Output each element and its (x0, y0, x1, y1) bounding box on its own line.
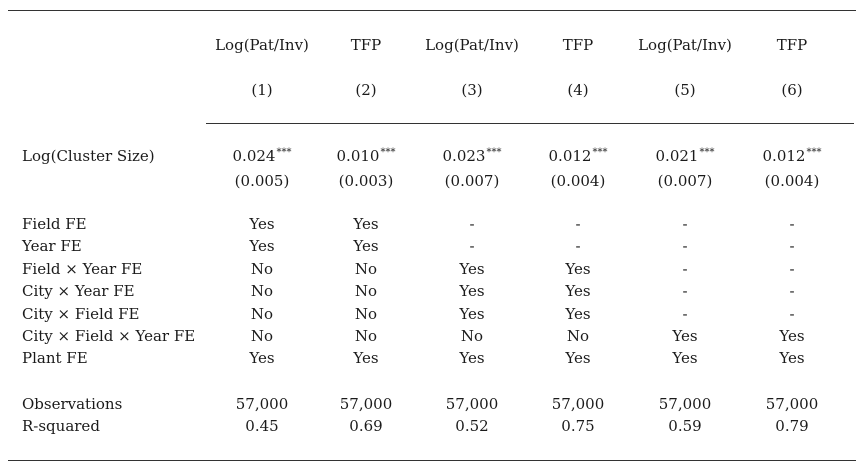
fixed-effect-indicator: Yes (353, 349, 379, 367)
coefficient-cell (737, 147, 847, 165)
column-number: (5) (674, 81, 696, 99)
significance-stars: *** (592, 147, 608, 158)
fixed-effect-indicator: - (469, 237, 475, 255)
fixed-effect-indicator: No (354, 327, 378, 345)
row-label-fixed-effect: City × Year FE (22, 282, 135, 300)
row-label-fixed-effect: Field × Year FE (22, 260, 143, 278)
fixed-effect-indicator: Yes (249, 215, 275, 233)
column-number: (2) (355, 81, 377, 99)
column-header: Log(Pat/Inv) (425, 36, 519, 54)
row-label-statistic: R-squared (22, 417, 100, 435)
fixed-effect-indicator: - (575, 215, 581, 233)
statistic-value: 57,000 (235, 395, 289, 413)
row-label-fixed-effect: Field FE (22, 215, 87, 233)
fixed-effect-indicator: Yes (459, 260, 485, 278)
fixed-effect-indicator: No (354, 305, 378, 323)
significance-stars: *** (806, 147, 822, 158)
fixed-effect-indicator: Yes (565, 349, 591, 367)
coefficient-estimate: 0.012 (762, 147, 806, 165)
coefficient-estimate: 0.012 (548, 147, 592, 165)
fixed-effect-indicator: - (682, 260, 688, 278)
statistic-value: 57,000 (551, 395, 605, 413)
fixed-effect-indicator: No (250, 327, 274, 345)
standard-error: (0.007) (657, 172, 713, 190)
significance-stars: *** (699, 147, 715, 158)
statistic-value: 0.59 (668, 417, 702, 435)
fixed-effect-indicator: Yes (249, 237, 275, 255)
fixed-effect-indicator: Yes (353, 215, 379, 233)
fixed-effect-indicator: Yes (249, 349, 275, 367)
significance-stars: *** (486, 147, 502, 158)
fixed-effect-indicator: Yes (672, 327, 698, 345)
statistic-value: 57,000 (765, 395, 819, 413)
column-header: Log(Pat/Inv) (215, 36, 309, 54)
row-label-fixed-effect: City × Field FE (22, 305, 140, 323)
fixed-effect-indicator: - (575, 237, 581, 255)
column-number: (3) (461, 81, 483, 99)
fixed-effect-indicator: No (460, 327, 484, 345)
row-label-statistic: Observations (22, 395, 123, 413)
column-header: TFP (562, 36, 594, 54)
coefficient-cell (311, 147, 421, 165)
column-number: (1) (251, 81, 273, 99)
bottom-rule (8, 460, 856, 461)
fixed-effect-indicator: Yes (565, 305, 591, 323)
fixed-effect-indicator: Yes (459, 305, 485, 323)
fixed-effect-indicator: - (789, 305, 795, 323)
standard-error: (0.004) (764, 172, 820, 190)
fixed-effect-indicator: Yes (565, 260, 591, 278)
statistic-value: 0.79 (775, 417, 809, 435)
fixed-effect-indicator: - (789, 215, 795, 233)
column-header: TFP (350, 36, 382, 54)
coefficient-estimate: 0.021 (655, 147, 699, 165)
statistic-value: 0.45 (245, 417, 279, 435)
fixed-effect-indicator: Yes (565, 282, 591, 300)
coefficient-cell (417, 147, 527, 165)
significance-stars: *** (380, 147, 396, 158)
coefficient-estimate: 0.023 (442, 147, 486, 165)
top-rule (8, 10, 856, 11)
fixed-effect-indicator: - (789, 282, 795, 300)
column-header: Log(Pat/Inv) (638, 36, 732, 54)
fixed-effect-indicator: Yes (353, 237, 379, 255)
fixed-effect-indicator: - (789, 260, 795, 278)
statistic-value: 0.69 (349, 417, 383, 435)
fixed-effect-indicator: - (682, 237, 688, 255)
statistic-value: 0.75 (561, 417, 595, 435)
fixed-effect-indicator: No (250, 282, 274, 300)
fixed-effect-indicator: - (682, 305, 688, 323)
fixed-effect-indicator: No (354, 282, 378, 300)
fixed-effect-indicator: No (250, 260, 274, 278)
statistic-value: 57,000 (658, 395, 712, 413)
significance-stars: *** (276, 147, 292, 158)
column-header: TFP (776, 36, 808, 54)
statistic-value: 57,000 (339, 395, 393, 413)
fixed-effect-indicator: - (789, 237, 795, 255)
fixed-effect-indicator: No (250, 305, 274, 323)
header-rule (206, 123, 854, 124)
coefficient-cell (207, 147, 317, 165)
standard-error: (0.003) (338, 172, 394, 190)
fixed-effect-indicator: Yes (779, 327, 805, 345)
fixed-effect-indicator: No (354, 260, 378, 278)
row-label-fixed-effect: Plant FE (22, 349, 88, 367)
coefficient-cell (523, 147, 633, 165)
fixed-effect-indicator: Yes (459, 349, 485, 367)
coefficient-cell (630, 147, 740, 165)
fixed-effect-indicator: Yes (459, 282, 485, 300)
statistic-value: 57,000 (445, 395, 499, 413)
fixed-effect-indicator: - (469, 215, 475, 233)
fixed-effect-indicator: No (566, 327, 590, 345)
statistic-value: 0.52 (455, 417, 489, 435)
row-label-fixed-effect: Year FE (22, 237, 82, 255)
fixed-effect-indicator: Yes (779, 349, 805, 367)
fixed-effect-indicator: Yes (672, 349, 698, 367)
row-label-cluster-size: Log(Cluster Size) (22, 147, 155, 165)
standard-error: (0.005) (234, 172, 290, 190)
standard-error: (0.004) (550, 172, 606, 190)
fixed-effect-indicator: - (682, 282, 688, 300)
column-number: (4) (567, 81, 589, 99)
standard-error: (0.007) (444, 172, 500, 190)
row-label-fixed-effect: City × Field × Year FE (22, 327, 196, 345)
column-number: (6) (781, 81, 803, 99)
coefficient-estimate: 0.010 (336, 147, 380, 165)
fixed-effect-indicator: - (682, 215, 688, 233)
coefficient-estimate: 0.024 (232, 147, 276, 165)
